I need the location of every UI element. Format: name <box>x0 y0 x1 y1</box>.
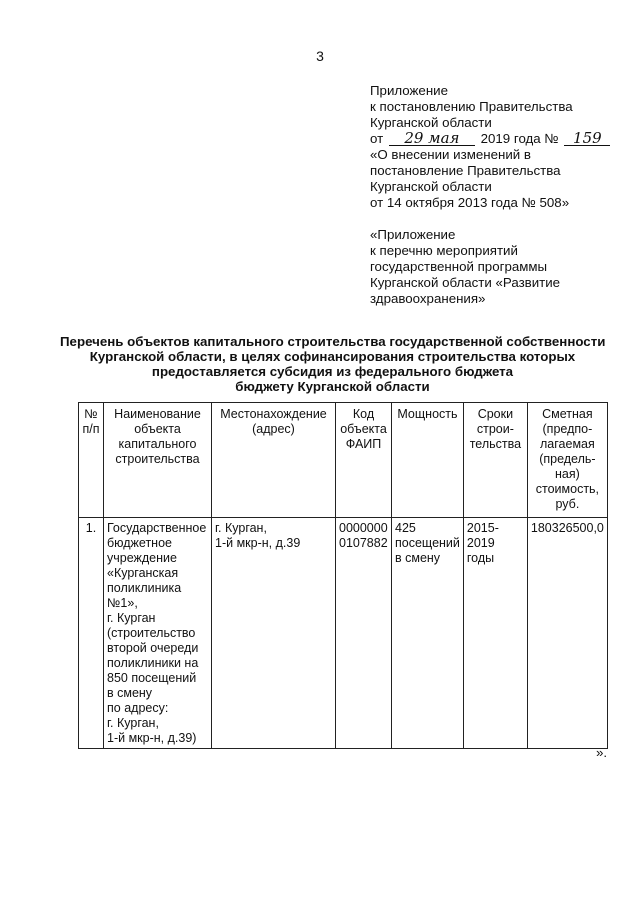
appendix-line: здравоохранения» <box>370 291 486 306</box>
cell-capacity: 425 посещений в смену <box>392 518 464 749</box>
cell-location: г. Курган, 1-й мкр-н, д.39 <box>212 518 336 749</box>
title-line: Перечень объектов капитального строительства государственной собственности <box>60 334 606 349</box>
cell-name: Государственное бюджетное учреждение «Курганская поликлиника №1», г. Курган (строительство второй очереди поликлиники на 850 посещений в смену по адресу: г. Курган, 1-й мкр-н, д.39) <box>104 518 212 749</box>
appendix-line: Курганской области <box>370 115 492 130</box>
table-row <box>79 518 608 749</box>
date-prefix: от <box>370 131 384 146</box>
cell-estimated-cost: 180326500,0 <box>527 518 607 749</box>
header-location: Местонахождение (адрес) <box>212 403 336 518</box>
document-title <box>60 334 605 394</box>
header-name: Наименование объекта капитального строительства <box>104 403 212 518</box>
cell-construction-period: 2015- 2019 годы <box>463 518 527 749</box>
appendix-line: «О внесении изменений в <box>370 147 531 162</box>
appendix-date-line <box>370 131 620 147</box>
appendix-line: к постановлению Правительства <box>370 99 573 114</box>
appendix-block <box>370 83 620 307</box>
table-header-row <box>79 403 608 518</box>
appendix-line: Курганской области «Развитие <box>370 275 561 290</box>
appendix-line: государственной программы <box>370 259 548 274</box>
objects-table <box>78 402 608 749</box>
appendix-line: «Приложение <box>370 227 456 242</box>
appendix-line: Приложение <box>370 83 448 98</box>
appendix-line: Курганской области <box>370 179 492 194</box>
header-number: № п/п <box>79 403 104 518</box>
header-construction-period: Сроки строи- тельства <box>463 403 527 518</box>
closing-mark: ». <box>596 745 608 760</box>
handwritten-date: 29 мая <box>389 132 475 146</box>
title-line: Курганской области, в целях софинансирования строительства которых <box>89 349 576 364</box>
page-number: 3 <box>316 48 324 64</box>
title-line: предоставляется субсидия из федерального бюджета <box>151 364 514 379</box>
cell-faip-code: 0000000 0107882 <box>336 518 392 749</box>
header-faip-code: Код объекта ФАИП <box>336 403 392 518</box>
header-capacity: Мощность <box>392 403 464 518</box>
cell-number: 1. <box>79 518 104 749</box>
date-suffix: 2019 года № <box>480 131 559 146</box>
handwritten-number: 159 <box>564 132 610 146</box>
header-estimated-cost: Сметная (предпо- лагаемая (предель- ная) стоимость, руб. <box>527 403 607 518</box>
appendix-line: постановление Правительства <box>370 163 561 178</box>
title-line: бюджету Курганской области <box>235 379 430 394</box>
appendix-line: к перечню мероприятий <box>370 243 518 258</box>
appendix-line: от 14 октября 2013 года № 508» <box>370 195 570 210</box>
